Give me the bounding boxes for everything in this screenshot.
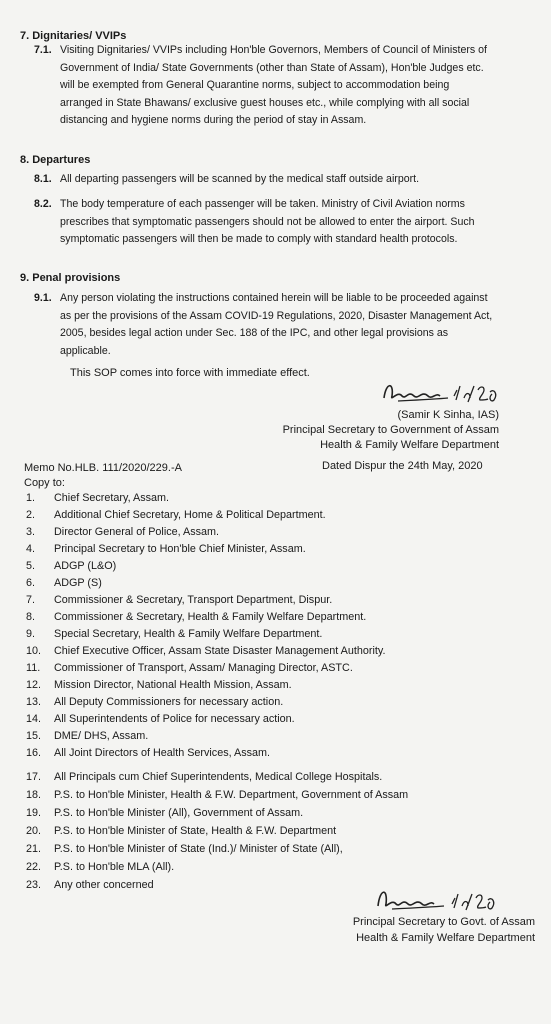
list-item — [26, 713, 295, 725]
signatory-department-2: Health & Family Welfare Department — [356, 932, 535, 944]
list-item — [26, 696, 283, 708]
list-item-number: 3. — [26, 526, 36, 538]
paragraph-7-1 — [34, 42, 490, 130]
list-item-text: P.S. to Hon'ble Minister (All), Government of Assam. — [54, 807, 304, 819]
list-item — [26, 509, 326, 521]
list-item-text: P.S. to Hon'ble Minister of State, Health & F.W. Department — [54, 825, 337, 837]
signatory-title: Principal Secretary to Government of Assam — [282, 424, 499, 436]
list-item-number: 1. — [26, 492, 36, 504]
list-item — [26, 825, 336, 837]
list-item-text: Commissioner & Secretary, Health & Family Welfare Department. — [54, 611, 367, 623]
paragraph-text: Any person violating the instructions contained herein will be liable to be proceeded against as per the provisions of the Assam COVID-19 Regulations, 2020, Disaster Management Act, 2005, besides legal action under Sec. 188 of the IPC, and other legal provisions as applicable. — [60, 292, 493, 357]
list-item-text: All Deputy Commissioners for necessary action. — [54, 696, 284, 708]
list-item — [26, 730, 148, 742]
list-item — [26, 543, 306, 555]
list-item-number: 23. — [26, 879, 42, 891]
list-item — [26, 594, 332, 606]
list-item — [26, 645, 385, 657]
list-item — [26, 679, 292, 691]
paragraph-9-1 — [34, 290, 494, 360]
list-item-number: 10. — [26, 645, 42, 657]
effect-note: This SOP comes into force with immediate effect. — [70, 367, 310, 379]
paragraph-text: Visiting Dignitaries/ VVIPs including Hon'ble Governors, Members of Council of Ministers of Government of India/ State Governments (other than State of Assam), Hon'ble Judges etc. will be exempted from General Quarantine norms, subject to accommodation being arranged in State Bhawans/ exclusive guest houses etc., while complying with all social distancing and hygiene norms during the period of stay in Assam. — [60, 44, 487, 126]
list-item-text: Chief Executive Officer, Assam State Disaster Management Authority. — [54, 645, 386, 657]
list-item-number: 22. — [26, 861, 42, 873]
list-item-text: Special Secretary, Health & Family Welfare Department. — [54, 628, 323, 640]
list-item-text: All Superintendents of Police for necessary action. — [54, 713, 295, 725]
list-item — [26, 861, 174, 873]
handwritten-signature-2 — [372, 882, 512, 916]
list-item-number: 11. — [26, 662, 41, 674]
list-item-number: 18. — [26, 789, 42, 801]
section-heading-7: 7. Dignitaries/ VVIPs — [20, 30, 127, 42]
list-item-text: All Joint Directors of Health Services, Assam. — [54, 747, 271, 759]
list-item-number: 14. — [26, 713, 42, 725]
list-item — [26, 560, 116, 572]
list-item — [26, 747, 270, 759]
section-heading-9: 9. Penal provisions — [20, 272, 121, 284]
signatory-title-2: Principal Secretary to Govt. of Assam — [352, 916, 535, 928]
list-item-text: DME/ DHS, Assam. — [54, 730, 149, 742]
list-item-text: P.S. to Hon'ble MLA (All). — [54, 861, 175, 873]
list-item-text: Additional Chief Secretary, Home & Political Department. — [54, 509, 326, 521]
list-item-number: 15. — [26, 730, 42, 742]
memo-number: Memo No.HLB. 111/2020/229.-A — [24, 462, 182, 474]
paragraph-8-2 — [34, 196, 490, 249]
list-item — [26, 843, 343, 855]
list-item-text: Director General of Police, Assam. — [54, 526, 220, 538]
paragraph-text: The body temperature of each passenger will be taken. Ministry of Civil Aviation norms prescribes that symptomatic passengers should not be allowed to enter the airport. Such symptomatic passengers will then be made to comply with standard health protocols. — [60, 198, 475, 245]
list-item-number: 6. — [26, 577, 36, 589]
list-item-text: All Principals cum Chief Superintendents, Medical College Hospitals. — [54, 771, 383, 783]
list-item-number: 21. — [26, 843, 42, 855]
list-item-number: 19. — [26, 807, 42, 819]
paragraph-number: 8.2. — [34, 198, 52, 210]
list-item-text: P.S. to Hon'ble Minister, Health & F.W. Department, Government of Assam — [54, 789, 409, 801]
list-item — [26, 771, 382, 783]
list-item-text: ADGP (L&O) — [54, 560, 117, 572]
list-item — [26, 807, 303, 819]
list-item-number: 4. — [26, 543, 36, 555]
signatory-department: Health & Family Welfare Department — [320, 439, 499, 451]
section-heading-8: 8. Departures — [20, 154, 91, 166]
list-item-text: Mission Director, National Health Mission, Assam. — [54, 679, 292, 691]
paragraph-8-1 — [34, 171, 490, 189]
list-item — [26, 628, 322, 640]
copy-to-label: Copy to: — [24, 477, 65, 489]
list-item — [26, 577, 102, 589]
memo-date: Dated Dispur the 24th May, 2020 — [322, 460, 483, 472]
paragraph-text: All departing passengers will be scanned by the medical staff outside airport. — [60, 173, 420, 185]
list-item-number: 9. — [26, 628, 36, 640]
list-item-number: 17. — [26, 771, 42, 783]
list-item-number: 13. — [26, 696, 42, 708]
handwritten-signature-1 — [378, 376, 513, 408]
signatory-name: (Samir K Sinha, IAS) — [397, 409, 499, 421]
list-item-text: Any other concerned — [54, 879, 154, 891]
list-item-number: 8. — [26, 611, 36, 623]
list-item — [26, 492, 169, 504]
paragraph-number: 9.1. — [34, 292, 52, 304]
list-item — [26, 611, 366, 623]
list-item-number: 12. — [26, 679, 42, 691]
list-item-text: P.S. to Hon'ble Minister of State (Ind.)/ Minister of State (All), — [54, 843, 343, 855]
paragraph-number: 8.1. — [34, 173, 52, 185]
list-item-number: 7. — [26, 594, 36, 606]
list-item-text: Chief Secretary, Assam. — [54, 492, 170, 504]
list-item-number: 2. — [26, 509, 36, 521]
list-item — [26, 526, 219, 538]
list-item-number: 16. — [26, 747, 42, 759]
paragraph-number: 7.1. — [34, 44, 52, 56]
list-item — [26, 789, 408, 801]
list-item-text: Principal Secretary to Hon'ble Chief Minister, Assam. — [54, 543, 306, 555]
list-item-text: ADGP (S) — [54, 577, 102, 589]
list-item-number: 20. — [26, 825, 42, 837]
list-item-number: 5. — [26, 560, 36, 572]
list-item-text: Commissioner of Transport, Assam/ Managing Director, ASTC. — [54, 662, 353, 674]
list-item — [26, 879, 154, 891]
list-item-text: Commissioner & Secretary, Transport Department, Dispur. — [54, 594, 333, 606]
list-item — [26, 662, 353, 674]
